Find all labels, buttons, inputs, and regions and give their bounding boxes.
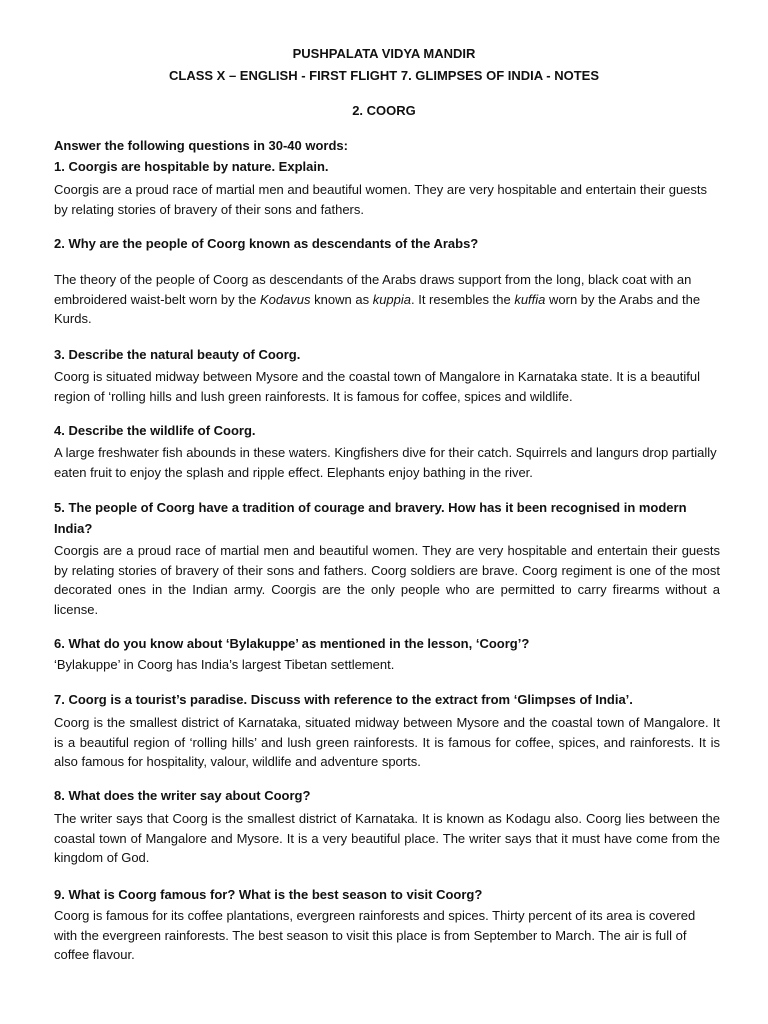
answer-2-text-4: worn by the Arabs and the Kurds. <box>54 291 701 327</box>
question-2: 2. Why are the people of Coorg known as descendants of the Arabs? <box>54 236 479 251</box>
question-3: 3. Describe the natural beauty of Coorg. <box>54 347 301 362</box>
answer-2-term-kuppia: kuppia <box>372 291 411 307</box>
section-title: 2. COORG <box>352 103 416 118</box>
answer-7: Coorg is the smallest district of Karnataka, situated midway between Mysore and the coastal town of Mangalore. It is a beautiful region of ‘rolling hills’ and lush green rainforests. It is famous for coffee, spices, and rainforests. It is also famous for hospitality, valour, wildlife and adventure sports. <box>54 715 720 770</box>
answer-2-term-kuffia: kuffia <box>514 291 546 307</box>
question-9: 9. What is Coorg famous for? What is the best season to visit Coorg? <box>54 887 483 902</box>
question-1: 1. Coorgis are hospitable by nature. Explain. <box>54 159 329 174</box>
answer-2-text-3: . It resembles the <box>411 291 515 307</box>
question-7: 7. Coorg is a tourist’s paradise. Discuss with reference to the extract from ‘Glimpses of India’. <box>54 692 633 707</box>
answer-8: The writer says that Coorg is the smallest district of Karnataka. It is known as Kodagu also. Coorg lies between the coastal town of Mangalore and Mysore. It is a very beautiful place. The writer says that it must have come from the kingdom of God. <box>54 811 720 866</box>
question-4: 4. Describe the wildlife of Coorg. <box>54 423 256 438</box>
instructions: Answer the following questions in 30-40 words: <box>54 138 348 153</box>
answer-2-text-1: The theory of the people of Coorg as descendants of the Arabs draws support from the long, black coat with an embroidered waist-belt worn by the <box>54 272 692 307</box>
answer-2-term-kodavus: Kodavus <box>259 291 311 307</box>
school-name: PUSHPALATA VIDYA MANDIR <box>292 46 476 61</box>
answer-9: Coorg is famous for its coffee plantations, evergreen rainforests and spices. Thirty percent of its area is covered with the evergreen rainforests. The best season to visit this place is from September to March. The air is full of coffee flavour. <box>54 908 696 963</box>
answer-1: Coorgis are a proud race of martial men and beautiful women. They are very hospitable and entertain their guests by relating stories of bravery of their sons and fathers. <box>54 182 708 217</box>
question-5: 5. The people of Coorg have a tradition of courage and bravery. How has it been recognised in modern India? <box>54 500 687 536</box>
answer-2-text-2: known as <box>310 291 373 307</box>
document-title: CLASS X – ENGLISH - FIRST FLIGHT 7. GLIMPSES OF INDIA - NOTES <box>169 68 599 83</box>
question-8: 8. What does the writer say about Coorg? <box>54 788 311 803</box>
answer-4: A large freshwater fish abounds in these waters. Kingfishers dive for their catch. Squirrels and langurs drop partially eaten fruit to enjoy the splash and ripple effect. Elephants enjoy bathing in the river. <box>54 445 717 480</box>
answer-3: Coorg is situated midway between Mysore and the coastal town of Mangalore in Karnataka state. It is a beautiful region of ‘rolling hills and lush green rainforests. It is famous for coffee, spices and wildlife. <box>54 369 701 404</box>
question-6: 6. What do you know about ‘Bylakuppe’ as mentioned in the lesson, ‘Coorg’? <box>54 636 530 651</box>
answer-2 <box>54 270 720 329</box>
answer-6: ‘Bylakuppe’ in Coorg has India’s largest Tibetan settlement. <box>54 657 395 672</box>
answer-5: Coorgis are a proud race of martial men and beautiful women. They are very hospitable and entertain their guests by relating stories of bravery of their sons and fathers. Coorg soldiers are brave. Coorg regiment is one of the most decorated ones in the Indian army. Coorgis are the only people who are permitted to carry firearms without a license. <box>54 543 720 617</box>
